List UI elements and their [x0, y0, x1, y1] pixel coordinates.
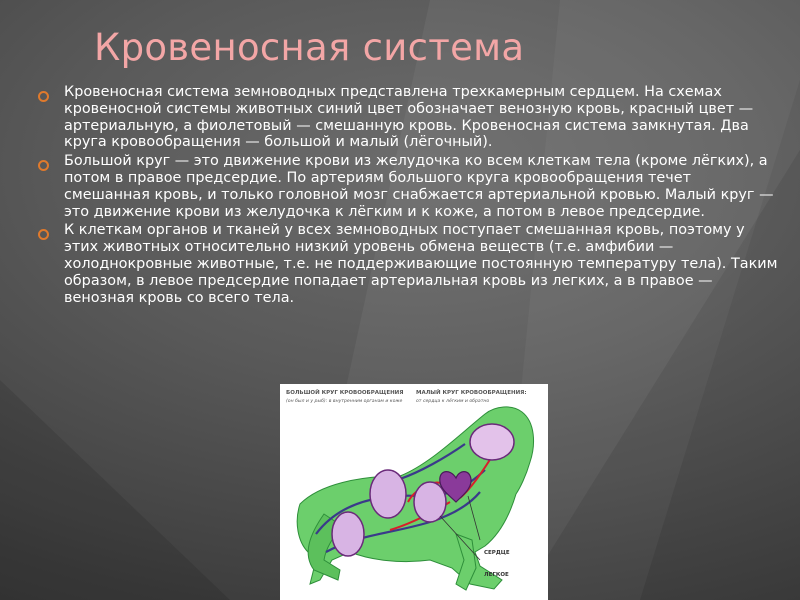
upper-organ-shape: [470, 424, 514, 460]
bullet-text: Большой круг — это движение крови из желудочка ко всем клеткам тела (кроме лёгких), а потом в правое предсердие. По артериям большого круга кровообращения течет смешанная кровь, и только головной мозг снабжается артериальной кровью. Малый круг — это движение крови из желудочка к лёгким и к коже, а потом в левое предсердие.: [64, 153, 774, 220]
bullet-marker-icon: [38, 229, 49, 240]
heart-label: СЕРДЦЕ: [484, 550, 510, 556]
big-circle-note: (он был и у рыб): в внутренним органам и коже: [286, 399, 403, 404]
bullet-text: К клеткам органов и тканей у всех земноводных поступает смешанная кровь, поэтому у этих животных относительно низкий уровень обмена веществ (т.е. амфибии — холоднокровные животные, т.е. не поддерживающие постоянную температуру тела). Таким образом, в левое предсердие попадает артериальная кровь из легких, а в правое — венозная кровь со всего тела.: [64, 222, 778, 306]
lung-label: ЛЕГКОЕ: [484, 572, 509, 578]
bullet-marker-icon: [38, 160, 49, 171]
small-circle-note: от сердца к лёгким и обратно: [416, 399, 490, 404]
bullet-text: Кровеносная система земноводных представлена трехкамерным сердцем. На схемах кровеносной системы животных синий цвет обозначает венозную кровь, красный цвет — артериальную, а фиолетовый — смешанную кровь. Кровеносная система замкнутая. Два круга кровообращения — большой и малый (лёгочный).: [64, 84, 754, 151]
lower-organ-shape: [332, 512, 364, 556]
lung-right-shape: [414, 482, 446, 522]
slide-title: Кровеносная система: [94, 26, 525, 69]
small-circle-label: МАЛЫЙ КРУГ КРОВООБРАЩЕНИЯ:: [416, 390, 527, 396]
frog-circulation-diagram: [280, 384, 548, 600]
lung-left-shape: [370, 470, 406, 518]
bullet-list: [36, 84, 778, 308]
bullet-item: [36, 153, 778, 220]
bullet-item: [36, 84, 778, 151]
bullet-marker-icon: [38, 91, 49, 102]
bullet-item: [36, 222, 778, 306]
big-circle-label: БОЛЬШОЙ КРУГ КРОВООБРАЩЕНИЯ: [286, 390, 404, 396]
